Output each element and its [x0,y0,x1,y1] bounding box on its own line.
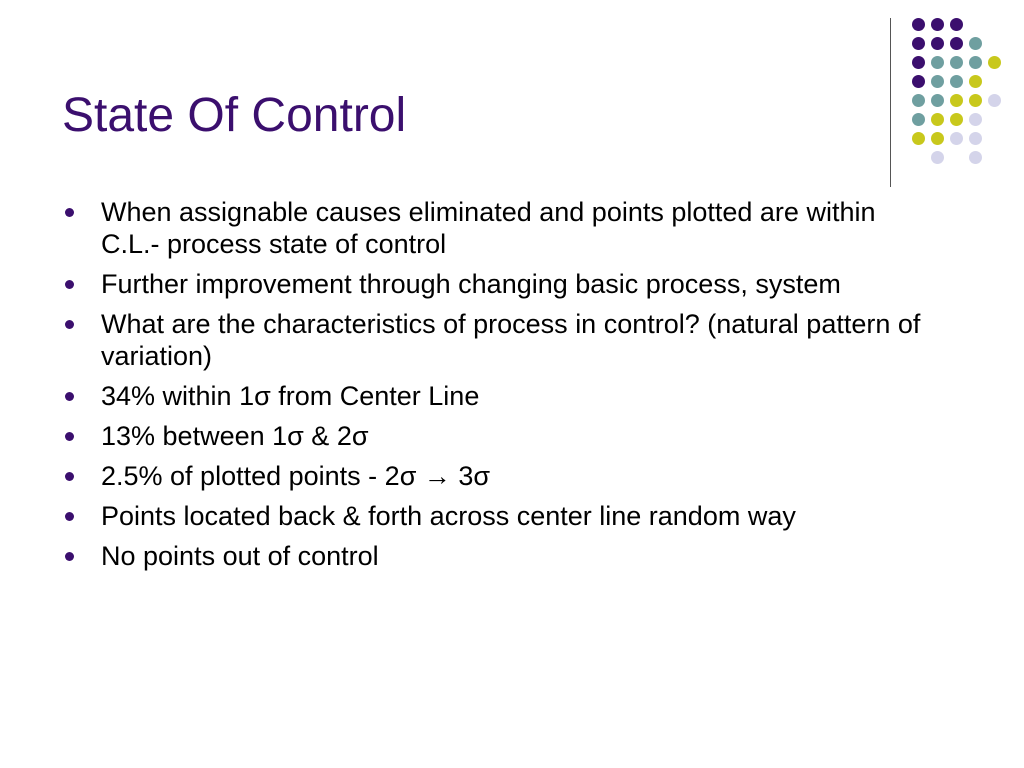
decorative-dot [912,56,925,69]
bullet-text: 13% between 1σ & 2σ [101,421,369,451]
decorative-dot [931,132,944,145]
slide-title: State Of Control [62,89,407,142]
decorative-dot [931,37,944,50]
decorative-dot [950,18,963,31]
decorative-dot [912,132,925,145]
bullet-text: Further improvement through changing basic process, system [101,269,841,299]
list-item [65,380,935,412]
decorative-dot [931,75,944,88]
list-item [65,420,935,452]
list-item [65,540,935,572]
decorative-dot [912,18,925,31]
bullet-text: Points located back & forth across center line random way [101,501,796,531]
bullet-text: 34% within 1σ from Center Line [101,381,480,411]
bullet-marker [65,320,74,329]
decorative-dot [931,56,944,69]
list-item [65,500,935,532]
bullet-marker [65,208,74,217]
decorative-dot [931,151,944,164]
decorative-dot [969,94,982,107]
bullet-marker [65,432,74,441]
decorative-dot [950,113,963,126]
decorative-dot [950,37,963,50]
decorative-dot [912,75,925,88]
list-item [65,460,935,492]
bullet-text: When assignable causes eliminated and points plotted are within C.L.- process state of control [101,197,876,259]
list-item [65,196,935,260]
decorative-dot [950,56,963,69]
decorative-dot [931,113,944,126]
decorative-dot [950,94,963,107]
decorative-dot [988,56,1001,69]
decorative-dot [969,151,982,164]
bullet-text: What are the characteristics of process in control? (natural pattern of variation) [101,309,921,371]
decorative-dot [912,113,925,126]
bullet-marker [65,472,74,481]
bullet-marker [65,392,74,401]
bullet-text: 2.5% of plotted points - 2σ → 3σ [101,461,491,491]
decorative-dot [931,94,944,107]
bullet-marker [65,552,74,561]
decorative-dot [912,94,925,107]
header-divider [890,18,891,187]
decorative-dot [969,75,982,88]
bullet-marker [65,512,74,521]
bullet-marker [65,280,74,289]
list-item [65,308,935,372]
decorative-dot [912,37,925,50]
bullet-text: No points out of control [101,541,379,571]
decorative-dot [969,113,982,126]
decorative-dot [950,132,963,145]
decorative-dot [950,75,963,88]
decorative-dot [969,56,982,69]
decorative-dot [969,132,982,145]
decorative-dot [988,94,1001,107]
list-item [65,268,935,300]
decorative-dot [931,18,944,31]
bullet-list [65,196,935,580]
decorative-dot [969,37,982,50]
